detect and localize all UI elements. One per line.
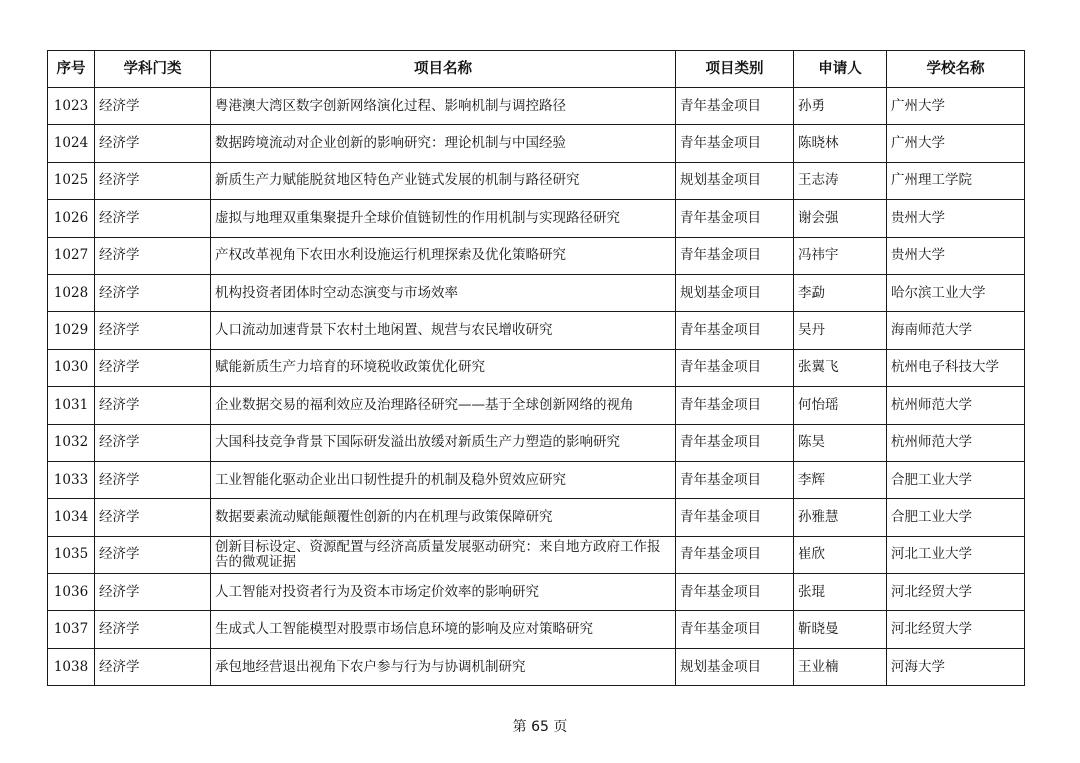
table-row xyxy=(48,424,1025,461)
cell-applicant: 陈昊 xyxy=(794,424,887,461)
cell-discipline: 经济学 xyxy=(95,611,211,648)
cell-title: 赋能新质生产力培育的环境税收政策优化研究 xyxy=(211,349,676,386)
cell-school: 杭州电子科技大学 xyxy=(887,349,1025,386)
table-body xyxy=(48,88,1025,686)
cell-num: 1028 xyxy=(48,274,95,311)
cell-discipline: 经济学 xyxy=(95,461,211,498)
cell-type: 规划基金项目 xyxy=(676,648,794,685)
cell-type: 青年基金项目 xyxy=(676,237,794,274)
cell-title: 生成式人工智能模型对股票市场信息环境的影响及应对策略研究 xyxy=(211,611,676,648)
cell-num: 1036 xyxy=(48,574,95,611)
cell-num: 1027 xyxy=(48,237,95,274)
cell-title: 产权改革视角下农田水利设施运行机理探索及优化策略研究 xyxy=(211,237,676,274)
cell-applicant: 靳晓曼 xyxy=(794,611,887,648)
cell-applicant: 冯祎宇 xyxy=(794,237,887,274)
cell-school: 广州大学 xyxy=(887,125,1025,162)
cell-num: 1025 xyxy=(48,162,95,199)
table-row xyxy=(48,312,1025,349)
cell-type: 青年基金项目 xyxy=(676,574,794,611)
page-number: 第 65 页 xyxy=(512,719,568,735)
cell-title: 工业智能化驱动企业出口韧性提升的机制及稳外贸效应研究 xyxy=(211,461,676,498)
cell-discipline: 经济学 xyxy=(95,125,211,162)
cell-school: 河北经贸大学 xyxy=(887,574,1025,611)
cell-title: 数据跨境流动对企业创新的影响研究：理论机制与中国经验 xyxy=(211,125,676,162)
cell-school: 杭州师范大学 xyxy=(887,387,1025,424)
table-row xyxy=(48,461,1025,498)
cell-applicant: 张琨 xyxy=(794,574,887,611)
cell-type: 规划基金项目 xyxy=(676,274,794,311)
cell-type: 规划基金项目 xyxy=(676,162,794,199)
cell-applicant: 陈晓林 xyxy=(794,125,887,162)
cell-title: 人口流动加速背景下农村土地闲置、规营与农民增收研究 xyxy=(211,312,676,349)
table-row xyxy=(48,125,1025,162)
cell-discipline: 经济学 xyxy=(95,274,211,311)
cell-title: 创新目标设定、资源配置与经济高质量发展驱动研究：来自地方政府工作报告的微观证据 xyxy=(211,536,676,573)
cell-type: 青年基金项目 xyxy=(676,424,794,461)
cell-applicant: 王志涛 xyxy=(794,162,887,199)
cell-title: 粤港澳大湾区数字创新网络演化过程、影响机制与调控路径 xyxy=(211,88,676,125)
cell-school: 广州理工学院 xyxy=(887,162,1025,199)
table-header xyxy=(48,51,1025,88)
table-row xyxy=(48,162,1025,199)
cell-applicant: 孙勇 xyxy=(794,88,887,125)
cell-type: 青年基金项目 xyxy=(676,387,794,424)
cell-discipline: 经济学 xyxy=(95,536,211,573)
header-type: 项目类别 xyxy=(676,51,794,88)
cell-type: 青年基金项目 xyxy=(676,88,794,125)
table-row xyxy=(48,536,1025,573)
cell-applicant: 孙雅慧 xyxy=(794,499,887,536)
cell-applicant: 谢会强 xyxy=(794,200,887,237)
cell-type: 青年基金项目 xyxy=(676,349,794,386)
cell-num: 1026 xyxy=(48,200,95,237)
cell-title: 企业数据交易的福利效应及治理路径研究——基于全球创新网络的视角 xyxy=(211,387,676,424)
cell-discipline: 经济学 xyxy=(95,237,211,274)
cell-num: 1023 xyxy=(48,88,95,125)
cell-type: 青年基金项目 xyxy=(676,312,794,349)
cell-applicant: 李辉 xyxy=(794,461,887,498)
table-row xyxy=(48,499,1025,536)
cell-num: 1035 xyxy=(48,536,95,573)
cell-applicant: 何怡瑶 xyxy=(794,387,887,424)
cell-title: 大国科技竞争背景下国际研发溢出放缓对新质生产力塑造的影响研究 xyxy=(211,424,676,461)
table-row xyxy=(48,88,1025,125)
cell-num: 1034 xyxy=(48,499,95,536)
cell-type: 青年基金项目 xyxy=(676,461,794,498)
cell-discipline: 经济学 xyxy=(95,349,211,386)
cell-title: 承包地经营退出视角下农户参与行为与协调机制研究 xyxy=(211,648,676,685)
cell-school: 广州大学 xyxy=(887,88,1025,125)
table-row xyxy=(48,349,1025,386)
cell-num: 1024 xyxy=(48,125,95,162)
cell-num: 1029 xyxy=(48,312,95,349)
table-row xyxy=(48,237,1025,274)
cell-title: 机构投资者团体时空动态演变与市场效率 xyxy=(211,274,676,311)
header-applicant: 申请人 xyxy=(794,51,887,88)
cell-discipline: 经济学 xyxy=(95,387,211,424)
cell-school: 河北工业大学 xyxy=(887,536,1025,573)
project-table xyxy=(47,50,1025,686)
cell-type: 青年基金项目 xyxy=(676,200,794,237)
cell-school: 杭州师范大学 xyxy=(887,424,1025,461)
table-row xyxy=(48,274,1025,311)
cell-school: 河海大学 xyxy=(887,648,1025,685)
table-row xyxy=(48,648,1025,685)
cell-school: 贵州大学 xyxy=(887,237,1025,274)
cell-school: 河北经贸大学 xyxy=(887,611,1025,648)
cell-num: 1030 xyxy=(48,349,95,386)
cell-school: 海南师范大学 xyxy=(887,312,1025,349)
table-row xyxy=(48,200,1025,237)
cell-school: 合肥工业大学 xyxy=(887,461,1025,498)
cell-applicant: 张翼飞 xyxy=(794,349,887,386)
cell-type: 青年基金项目 xyxy=(676,125,794,162)
cell-num: 1038 xyxy=(48,648,95,685)
cell-discipline: 经济学 xyxy=(95,424,211,461)
cell-type: 青年基金项目 xyxy=(676,611,794,648)
header-discipline: 学科门类 xyxy=(95,51,211,88)
cell-type: 青年基金项目 xyxy=(676,536,794,573)
cell-num: 1033 xyxy=(48,461,95,498)
cell-num: 1032 xyxy=(48,424,95,461)
cell-applicant: 崔欣 xyxy=(794,536,887,573)
cell-discipline: 经济学 xyxy=(95,648,211,685)
cell-school: 哈尔滨工业大学 xyxy=(887,274,1025,311)
cell-school: 贵州大学 xyxy=(887,200,1025,237)
header-row xyxy=(48,51,1025,88)
header-title: 项目名称 xyxy=(211,51,676,88)
header-school: 学校名称 xyxy=(887,51,1025,88)
cell-discipline: 经济学 xyxy=(95,162,211,199)
cell-type: 青年基金项目 xyxy=(676,499,794,536)
cell-title: 新质生产力赋能脱贫地区特色产业链式发展的机制与路径研究 xyxy=(211,162,676,199)
cell-title: 虚拟与地理双重集聚提升全球价值链韧性的作用机制与实现路径研究 xyxy=(211,200,676,237)
table-row xyxy=(48,387,1025,424)
cell-discipline: 经济学 xyxy=(95,312,211,349)
cell-applicant: 吴丹 xyxy=(794,312,887,349)
cell-title: 人工智能对投资者行为及资本市场定价效率的影响研究 xyxy=(211,574,676,611)
cell-school: 合肥工业大学 xyxy=(887,499,1025,536)
cell-discipline: 经济学 xyxy=(95,88,211,125)
table-row xyxy=(48,611,1025,648)
table-row xyxy=(48,574,1025,611)
cell-applicant: 李勐 xyxy=(794,274,887,311)
cell-discipline: 经济学 xyxy=(95,200,211,237)
header-num: 序号 xyxy=(48,51,95,88)
cell-discipline: 经济学 xyxy=(95,574,211,611)
cell-applicant: 王业楠 xyxy=(794,648,887,685)
cell-num: 1037 xyxy=(48,611,95,648)
cell-title: 数据要素流动赋能颠覆性创新的内在机理与政策保障研究 xyxy=(211,499,676,536)
cell-discipline: 经济学 xyxy=(95,499,211,536)
cell-num: 1031 xyxy=(48,387,95,424)
